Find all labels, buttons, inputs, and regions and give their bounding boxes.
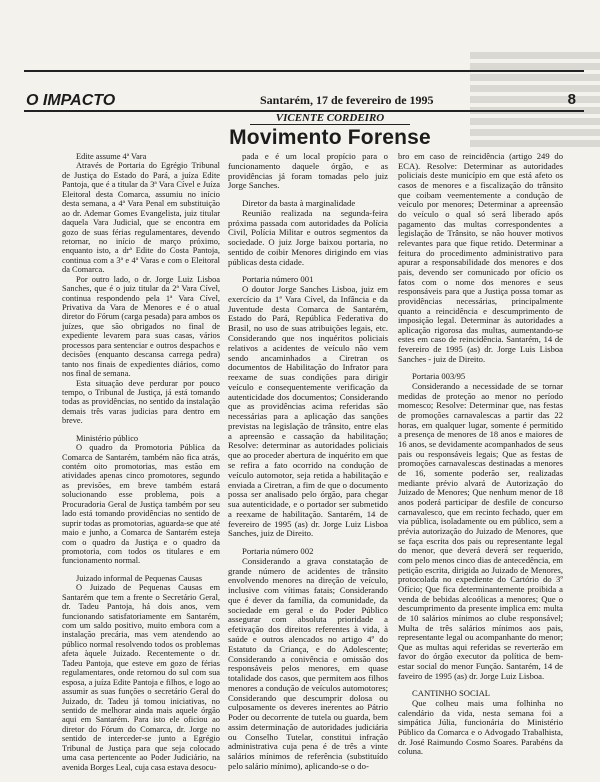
section-heading: Edite assume 4ª Vara <box>76 152 147 161</box>
paragraph: Considerando a grava constatação de grande número de acidentes de trânsito envolvendo menores na direção de veículo, inclusive com vítimas fatais; Considerando que é dever da família, da comunidade, da sociedade em geral e do Poder Público assegurar com absoluta prioridade a efetivação dos direitos referentes à vida, à saúde e outros alencados no artigo 4º do Estatuto da Criança, e do Adolescente; Considerando a conivência e omissão dos responsáveis pelos menores, em quase totalidade dos casos, que permitem aos filhos menores a condução de veículos automotores; Considerando que descumprir dolosa ou culposamente os deveres inerentes ao Pátrio Poder ou decorrente de tutela ou guarda, bem assim determinação de autoridades judiciária ou Conselho Tutelar, constitui infração administrativa cuja pena é de três a vinte salários mínimos de referência (substituído pelo salário mínimo), aplicando-se o do- <box>228 555 388 771</box>
paragraph: Por outro lado, o dr. Jorge Luiz Lisboa Sanches, que é o juiz titular da 2ª Vara Cível, continua respondendo pela 1ª Vara Cível, Privativa da Vara de Menores e é o atual diretor do Fórum (carga pesada) para ambos os juízes, que são obrigados no final de expediente levarem para suas casas, vários processos para sentenciar e outros despachos e decisões (enquanto descansa carrega pedra) tanto nos finais de expedientes diários, como nos final de semana. <box>62 274 220 379</box>
dateline: Santarém, 17 de fevereiro de 1995 <box>260 93 434 107</box>
page-number: 8 <box>567 91 576 108</box>
paragraph: Que colheu mais uma folhinha no calendário da vida, nesta semana foi a simpática Júlia, funcionária do Ministério Público da Comarca e o Advogado Trabalhista, dr. José Raimundo Cosmo Soares. Parabéns da coluna. <box>398 698 563 757</box>
paragraph: pada e é um local propício para o funcionamento daquele órgão, e as providências já foram tomadas pelo juiz Jorge Sanches. <box>228 151 388 191</box>
bleed-through-shadow <box>470 48 600 138</box>
paragraph: Considerando a necessidade de se tornar medidas de proteção ao menor no período momesco; Resolve: Determinar que, nas festas de promoções carnavalescas a partir das 22 horas, em qualquer lugar, somente é permitido a presença de menores de 18 anos e maiores de 16 anos, se devidamente acompanhados de seus pais ou responsáveis legais; Que as festas de promoções carnavalescas destinadas a menores de 16, somente poderão ser, realizadas mediante prévio alvará de Autorização do Juizado de Menores; Que nenhum menor de 18 anos poderá participar de desfile de concurso carnavalesco, que em recinto fechado, quer em via pública, isoladamente ou em público, sem a prévia autorização do Juizado de Menores, que se faça escrita dos pais ou representante legal do menor, que deverá deverá ser requerido, com pelo menos cinco dias de antecedência, em petição escrita, dirigida ao Juizado de Menores, protocolada no expediente do Cartório do 3º Ofício; Que fica determinantemente proibida a venda de bebidas alcoólicas a menores; Que o descumprimento da presente implica em: multa de 10 salários mínimos ao clube responsável; Multa de três salários mínimos aos pais, representante legal ou acompanhante do menor; Que as multas aqui referidas se reverterão em favor do órgão executor da política de bem-estar social do menor Função. Santarém, 14 de faveiro de 1995 (as) dr. Jorge Luiz Lisboa. <box>398 381 563 681</box>
paragraph: bro em caso de reincidência (artigo 249 do ECA). Resolve: Determinar as autoridades policiais deste município em que está afeto os casos de menores e a fiscalização do trânsito que coibam veementemente a condução de veículo por menores; Determinar a apreensão do veículo o qual só será liberado após pagamento das multas correspondentes a legislação de Trânsito, se não houver motivos relevantes para que fique retido. Determinar a feitura do procedimento administrativo para apurar a responsabilidade dos menores e dos pais, devendo ser comunicado por ofício os fatos com o nome dos menores e seus responsáveis para que a Justiça possa tomar as providências necessárias, principalmente quanto a reincidência e descumprimento de imposição legal. Determinar às autoridades a aplicação rigorosa das multas, aumentando-se estes em caso de reincidência. Santarém, 14 de fevereiro de 1995 (as) dr. Jorge Luis Lisboa Sanches - juiz de Direito. <box>398 151 563 364</box>
paragraph: Através de Portaria do Egrégio Tribunal de Justiça do Estado do Pará, a juíza Edite Pantoja, que é a titular da 3ª Vara Cível e Juíza Eleitoral desta Comarca, assumiu no início desta semana, a 4ª Vara Penal em substituição ao dr. Ademar Gomes Evangelista, juiz titular daquela Vara Judicial, que se encontra em gozo de suas férias regulamentares, devendo retornar, no início de março próximo, enquanto isto, a drª Edite do Costa Pantoja, continua com a 3ª e 4ª Varas e com o Eleitoral da Comarca. <box>62 161 220 275</box>
headline: Movimento Forense <box>229 126 431 149</box>
section-heading: Juizado informal de Pequenas Causas <box>76 573 203 583</box>
paragraph: Reunião realizada na segunda-feira próxima passada com autoridades da Polícia Civil, Polícia Militar e outros segmentos da sociedade. O juiz Jorge baixou portaria, no sentido de coibir Menores dirigindo em vias públicas desta cidade. <box>228 207 388 267</box>
paragraph: O quadro da Promotoria Pública da Comarca de Santarém, também não fica atrás, contém oito promotorias, mas estão em atividades apenas cinco promotores, segundo as previsões, em breve também estará solucionando esse problema, pois a Procuradoria Geral de Justiça também por seu lado está tomando providências no sentido de suprir todas as promotorias, aguarda-se que até maio e junho, a Comarca de Santarém esteja com o quadro da Justiça e o quadro da promotoria, com todos os titulares e em funcionamento normal. <box>62 443 220 566</box>
section-heading: Portaria 003/95 <box>412 371 466 382</box>
paragraph: O Juizado de Pequenas Causas em Santarém que tem a frente o Secretário Geral, dr. Tadeu Pantoja, há dois anos, vem funcionando satisfatoriamente em Santarém, com um saldo positivo, muito embora com a instalação precária, mas vem atendendo ao público normal resolvendo todos os problemas afeta àquele Juizado. Recentemente o dr. Tadeu Pantoja, que esteve em gozo de férias regulamentares, onde retornou do sul com sua esposa, a juíza Edite Pantoja e filhos, e logo ao assumir as suas funções o secretário Geral do Juizado, dr. Tadeu já tomou iniciativas, no sentido de melhorar ainda mais aquele órgão aqui em Santarém. Para isto ele oficiou ao diretor do Fórum do Comarca, dr. Jorge no sentido de interceder-se junto a Egrégio Tribunal de Justiça para que seja colocado uma casa pertencente ao Poder Judiciário, na avenida Borges Leal, cuja casa estava desocu- <box>62 583 220 772</box>
column-1 <box>62 152 220 772</box>
section-heading: CANTINHO SOCIAL <box>412 688 491 699</box>
paragraph: Esta situação deve perdurar por pouco tempo, o Tribunal de Justiça, já está tomando todas as providências, no sentido da instalação demais três varas judicias para dentro em breve. <box>62 378 220 426</box>
section-heading: Ministério público <box>76 433 139 443</box>
section-heading: Portaria número 001 <box>242 274 314 285</box>
top-rule <box>24 70 584 72</box>
paragraph: O doutor Jorge Sanches Lisboa, juiz em exercício da 1ª Vara Cível, da Infância e da Juventude desta Comarca de Santarém, Estado do Pará, República Federativa do Brasil, no uso de suas atribuições legais, etc. Considerando que nos inquéritos policiais relativos a acidentes de veículo não vem sendo ancaminhados a Ciretran os documentos de Habilitação do Infrator para reexame de suas condições para dirigir veículo e consequentemente verificação da autenticidade dos documentos; Considerando que as providências acima referidas são necessárias para a aplicação das sanções previstas na legislação de trânsito, entre elas a apreensão e cassação da habilitação; Resolve: determinar as autoridades policiais que ao proceder abertura de inquérito em que se refira a fato ocorrido na condução de veículo automotor, seja retida a habilitação e enviada a Ciretran, a fim de que o documento possa ser analisado pelo órgão, para chegar sua autenticidade, e o portador ser submetido a reexame de habilitação. Santarém, 14 de fevereiro de 1995 (as) dr. Jorge Luiz Lisboa Sanches, juiz de Direito. <box>228 284 388 539</box>
byline: VICENTE CORDEIRO <box>250 112 410 125</box>
section-heading: Portaria número 002 <box>242 546 314 557</box>
column-3 <box>398 152 563 757</box>
column-2 <box>228 152 388 772</box>
section-heading: Diretor da basta à marginalidade <box>242 198 356 209</box>
publication-name: O IMPACTO <box>26 92 116 109</box>
